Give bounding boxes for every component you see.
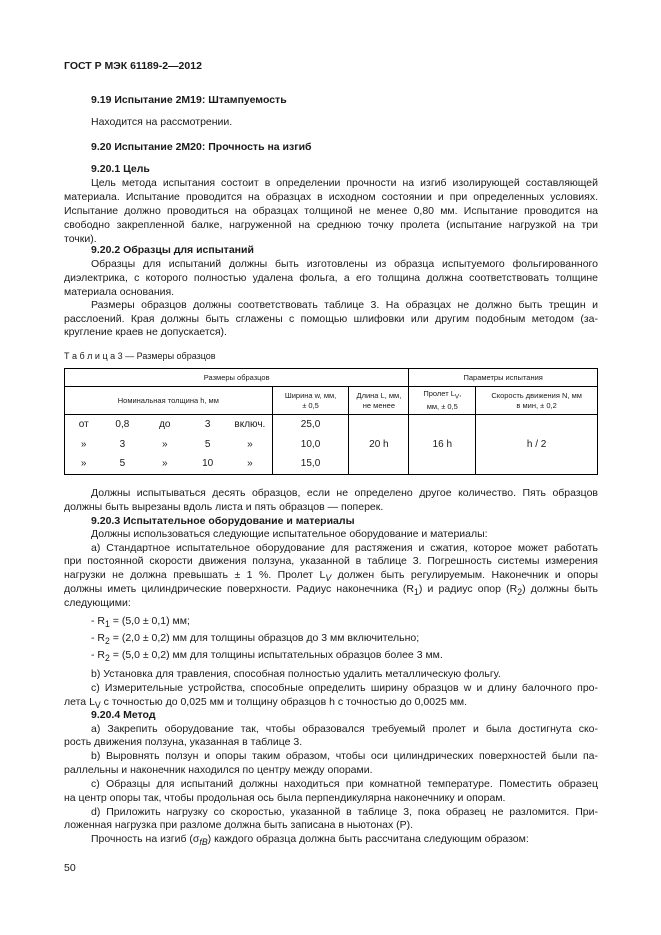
text-run: ) и радиус опор (R: [418, 583, 518, 595]
table-col-span-l1: Пролет L: [423, 388, 455, 398]
table-cell: 5: [204, 438, 211, 450]
section-9-20-heading: 9.20 Испытание 2M20: Прочность на изгиб: [91, 141, 312, 153]
text-run: лета L: [64, 696, 95, 708]
text-run: = (2,0 ± 0,2) мм для толщины образцов до 3 мм включительно;: [109, 632, 420, 644]
table-cell: от: [65, 415, 103, 435]
table-speed-value: h / 2: [526, 438, 547, 450]
table-row: [65, 415, 598, 435]
paragraph-line: a) Закрепить оборудование так, чтобы образовался требуемый пролет и была достигнута ско-: [91, 723, 598, 735]
text-run: должен быть регулируемым. Наконечник и опоры: [331, 569, 598, 581]
table-cell-speed: [476, 415, 598, 475]
table-cell-width: 15,0: [272, 455, 349, 475]
text-run: - R: [91, 649, 105, 661]
page-number: 50: [64, 862, 76, 874]
paragraph-line: [91, 833, 529, 849]
paragraph-line: [64, 583, 598, 599]
table-caption-text: 3 — Размеры образцов: [117, 351, 216, 361]
paragraph-line: Образцы для испытаний должны быть изготовлены из образца испытуемого фольгированного: [91, 258, 598, 270]
section-9-19-heading: 9.19 Испытание 2M19: Штампуемость: [91, 94, 287, 106]
subscript: 2: [105, 636, 110, 647]
paragraph-line: расслоений. Края должны быть сглажены с помощью шлифовки или другим подобным методом (за-: [64, 313, 598, 325]
paragraph-line: ложенная нагрузка при разломе должна быть записана в ньютонах (P).: [64, 819, 414, 831]
table-cell: »: [228, 435, 272, 455]
subscript: 2: [517, 587, 523, 598]
table-col-width: [272, 387, 349, 415]
paragraph-line: раллельны и наконечник находился по центру между опорами.: [64, 764, 373, 776]
table-col-speed-l1: Скорость движения N, мм: [491, 390, 582, 400]
paragraph-line: при постоянной скорости движения ползуна, указанной в таблице 3. Погрешность системы измерения: [64, 555, 598, 567]
table-col-length-l2: не менее: [362, 400, 395, 410]
table-col-width-l2: ± 0,5: [302, 400, 319, 410]
text-run: - R: [91, 615, 105, 627]
table-col-span-comma: ,: [459, 388, 462, 398]
table-cell: 3: [204, 418, 211, 430]
paragraph-line: Размеры образцов должны соответствовать таблице 3. На образцах не должно быть трещин и: [91, 299, 598, 311]
table-cell: »: [65, 455, 103, 475]
section-9-20-2-heading: 9.20.2 Образцы для испытаний: [91, 244, 254, 256]
table-cell: 0,8: [115, 418, 130, 430]
paragraph-line: точки).: [64, 233, 97, 245]
paragraph-line: на центр опоры так, чтобы продольная ось была перпендикулярна наконечнику и опорам.: [64, 792, 506, 804]
table-group-sizes: Размеры образцов: [65, 369, 409, 387]
table-cell-width: 10,0: [272, 435, 349, 455]
table-cell: 3: [119, 438, 126, 450]
section-9-20-1-heading: 9.20.1 Цель: [91, 163, 150, 175]
paragraph-line: кругление краев не допускается).: [64, 326, 227, 338]
paragraph-line: материала основания.: [64, 286, 175, 298]
subscript: 2: [105, 653, 110, 664]
list-item: [91, 649, 443, 665]
paragraph-line: d) Приложить нагрузку со скоростью, указанной в таблице 3, пока образец не разломится. При-: [91, 806, 598, 818]
text-run: должны иметь цилиндрические поверхности. Радиус наконечника (R: [64, 583, 414, 595]
paragraph-line: Должны использоваться следующие испытательное оборудование и материалы:: [91, 528, 488, 540]
table-caption: [64, 350, 216, 363]
text-run: = (5,0 ± 0,2) мм для толщины испытательных образцов более 3 мм.: [109, 649, 443, 661]
text-run: - R: [91, 632, 105, 644]
text-run: с точностью до 0,025 мм и толщину образцов h с точностью до 0,0025 мм.: [100, 696, 468, 708]
table-col-width-l1: Ширина w, мм,: [284, 390, 337, 400]
text-run: ) должны быть: [522, 583, 598, 595]
table-group-params: Параметры испытания: [409, 369, 598, 387]
sizes-table: [64, 368, 598, 475]
document-header: ГОСТ Р МЭК 61189-2—2012: [64, 60, 202, 72]
table-caption-prefix: Т а б л и ц а: [64, 351, 116, 361]
table-span-value: 16 h: [432, 438, 453, 450]
table-cell: »: [142, 455, 187, 475]
paragraph-line: рость движения ползуна, указанная в таблице 3.: [64, 736, 303, 748]
table-cell: »: [65, 435, 103, 455]
table-cell: 10: [187, 455, 228, 475]
text-run: = (5,0 ± 0,1) мм;: [109, 615, 190, 627]
table-length-value: 20 h: [369, 438, 389, 450]
paragraph-line: следующими:: [64, 597, 131, 609]
table-col-span-sub: V: [454, 393, 460, 401]
subscript: V: [325, 573, 332, 584]
subscript: V: [94, 700, 101, 711]
table-cell: включ.: [228, 415, 272, 435]
table-cell-length: [349, 415, 409, 475]
table-cell: »: [228, 455, 272, 475]
paragraph-line: Испытание должно проводиться на образцах толщиной не менее 0,80 мм. Испытание проводится на: [64, 205, 598, 217]
table-col-speed: [476, 387, 598, 415]
paragraph-line: свободно закрепленной балке, нагруженной на среднюю точку пролета (испытание нагрузкой на три: [64, 219, 598, 231]
table-col-length: [349, 387, 409, 415]
paragraph-line: b) Установка для травления, способная полностью удалить металлическую фольгу.: [91, 668, 501, 680]
list-item: [91, 615, 190, 631]
paragraph-line: b) Выровнять ползун и опоры таким образом, чтобы оси цилиндрических поверхностей были па-: [91, 750, 598, 762]
section-9-20-4-heading: 9.20.4 Метод: [91, 709, 156, 721]
paragraph-line: диэлектрика, с которого полностью удалена фольга, а его толщина должна соответствовать толщине: [64, 272, 598, 284]
subscript: 1: [105, 619, 110, 630]
table-col-length-l1: Длина L, мм,: [356, 390, 402, 400]
section-9-20-3-heading: 9.20.3 Испытательное оборудование и материалы: [91, 515, 355, 527]
paragraph-line: должны быть вырезаны вдоль листа и пять образцов — поперек.: [64, 501, 384, 513]
table-cell: до: [159, 418, 171, 430]
paragraph-line: Должны испытываться десять образцов, если не определено другое количество. Пять образцов: [91, 487, 598, 499]
subscript: 1: [413, 587, 419, 598]
subscript: fB: [199, 837, 208, 848]
table-col-span: [409, 387, 476, 415]
text-run: Прочность на изгиб (σ: [91, 833, 200, 845]
paragraph-line: a) Стандартное испытательное оборудование для растяжения и сжатия, которое может работать: [91, 542, 598, 554]
table-cell: 5: [102, 455, 142, 475]
table-col-speed-l2: в мин, ± 0,2: [516, 400, 557, 410]
list-item: [91, 632, 419, 648]
table-col-thickness: Номинальная толщина h, мм: [65, 387, 273, 415]
text-run: ) каждого образца должна быть рассчитана следующим образом:: [207, 833, 529, 845]
paragraph-line: c) Измерительные устройства, способные определить ширину образцов w и длину балочного про-: [91, 682, 598, 694]
table-cell-width: 25,0: [272, 415, 349, 435]
text-run: нагрузки не должна превышать ± 1 %. Пролет L: [64, 569, 326, 581]
table-cell-span: [409, 415, 476, 475]
paragraph-line: материала. Испытание проводится на образцах в исходном состоянии и при определенных условиях.: [64, 191, 598, 203]
section-9-19-text: Находится на рассмотрении.: [91, 116, 233, 128]
table-col-span-l2: мм, ± 0,5: [426, 402, 458, 412]
paragraph-line: c) Образцы для испытаний должны находиться при комнатной температуре. Поместить образец: [91, 778, 598, 790]
paragraph-line: Цель метода испытания состоит в определении прочности на изгиб изолирующей составляющей: [91, 177, 598, 189]
table-cell: »: [162, 438, 168, 450]
